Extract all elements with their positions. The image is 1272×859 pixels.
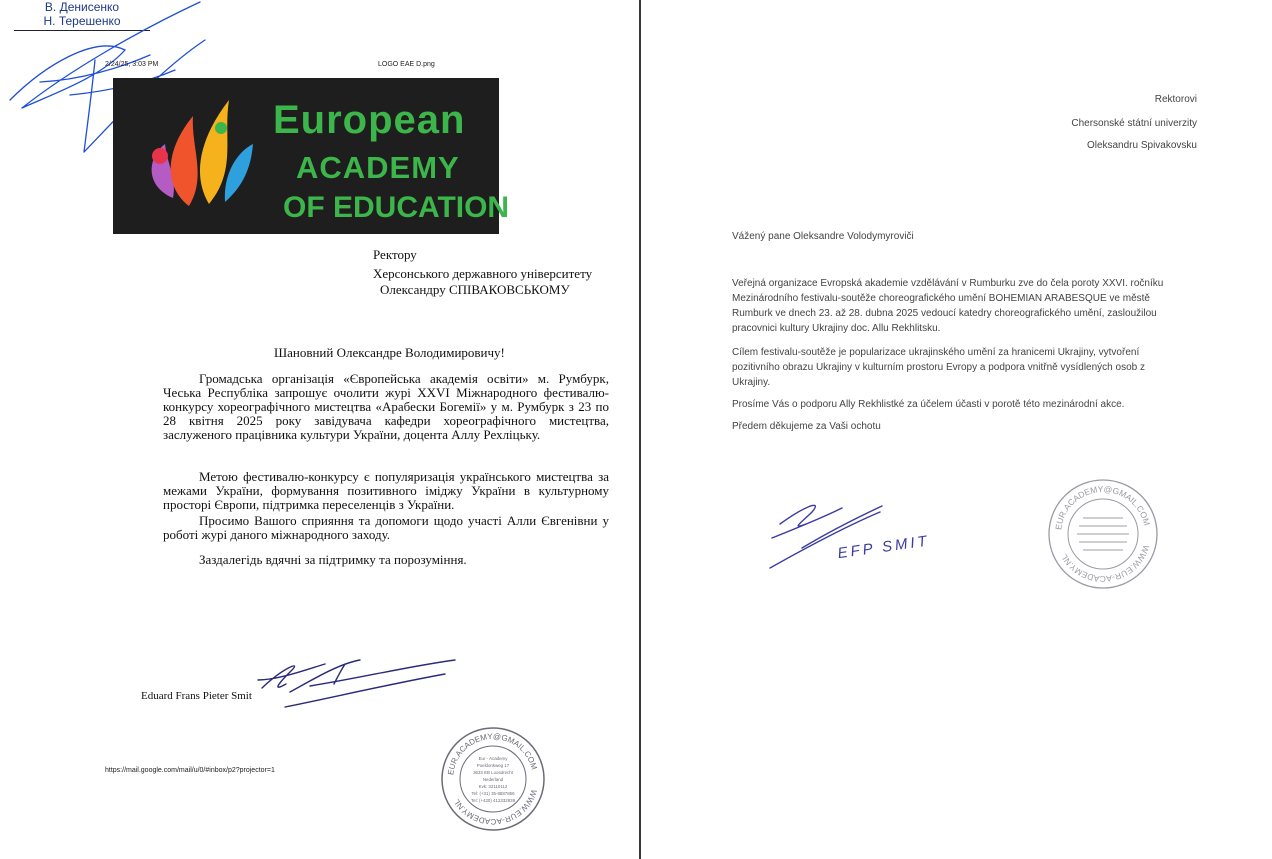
salutation: Шановний Олександре Володимировичу! — [274, 345, 505, 360]
footer-url: https://mail.google.com/mail/u/0/#inbox/p2?projector=1 — [105, 767, 275, 774]
stamp-ring-top-left: EUR.ACADEMY@GMAIL.COM — [446, 731, 539, 776]
logo-word-academy: ACADEMY — [296, 150, 460, 185]
stamp-line: Eur - Academy — [478, 756, 508, 761]
cz-addressee-line-2: Chersonské státní univerzity — [1071, 118, 1197, 129]
page-divider — [639, 0, 641, 859]
signature-efp-smit — [762, 490, 962, 575]
cz-body-paragraph-3: Prosíme Vás o podporu Ally Rekhlistké za účelem účasti v porotě této mezinárodní akce. — [732, 399, 1125, 410]
czech-letter-page — [642, 0, 1272, 859]
stamp-line: Poeldonkweg 17 — [476, 763, 510, 768]
svg-text:EUR.ACADEMY@GMAIL.COM — [1053, 484, 1152, 531]
cz-salutation: Vážený pane Oleksandre Volodymyroviči — [732, 231, 914, 242]
body-paragraph-2: Метою фестивалю-конкурсу є популяризація українського мистецтва за межами України, формування позитивного іміджу України в культурному просторі Європи, підтримка переселенців з України. — [163, 469, 609, 512]
stamp-line: Tel: (+420) 412332838 — [470, 798, 516, 803]
cz-addressee-line-1: Rektorovi — [1154, 94, 1197, 105]
signatory-name: Eduard Frans Pieter Smit — [141, 690, 252, 702]
stamp-line: Nederland — [482, 777, 504, 782]
cz-body-paragraph-2: Cílem festivalu-soutěže je popularizace ukrajinského umění za hranicemi Ukrajiny, vytvoření pozitivního obrazu Ukrajiny v kulturním prostoru Evropy a podpora vnitřně vysídlených osob z Ukrajiny. — [732, 347, 1145, 388]
european-academy-logo — [113, 78, 510, 234]
addressee-line-3: Олександру СПІВАКОВСЬКОМУ — [380, 282, 570, 297]
print-datetime: 2/24/25, 3:03 PM — [105, 61, 159, 68]
stamp-ring-bottom-left: WWW.EUR-ACADEMY.NL — [452, 788, 539, 827]
signature-text: EFP SMIT — [836, 532, 931, 563]
academy-stamp-right — [1047, 478, 1159, 590]
stamp-ring-top-right: EUR.ACADEMY@GMAIL.COM — [1053, 483, 1153, 531]
logo-word-european: European — [273, 98, 466, 142]
addressee-line-2: Херсонського державного університету — [373, 266, 593, 281]
body-paragraph-3: Просимо Вашого сприяння та допомоги щодо участі Алли Євгенівни у роботі журі даного міжнародного заходу. — [163, 513, 609, 542]
resolution-name-2: Н. Терешенко — [43, 14, 121, 28]
body-paragraph-1: Громадська організація «Європейська академія освіти» м. Румбурк, Чеська Республіка запрошує очолити журі XXVI Міжнародного фестивалю-конкурсу хореографічного мистецтва «Арабески Богемії» у м. Румбурк з 23 по 28 квітня 2025 року завідувача кафедри хореографічного мистецтва, заслуженого працівника культури України, доцента Аллу Рехліцьку. — [163, 371, 609, 442]
cz-body-paragraph-4: Předem děkujeme za Vaši ochotu — [732, 421, 881, 432]
signature-eduard-smit — [250, 650, 460, 715]
print-filename: LOGO EAE D.png — [378, 61, 435, 68]
addressee-line-1: Ректору — [373, 247, 417, 262]
body-paragraph-4: Заздалегідь вдячні за підтримку та порозуміння. — [199, 552, 467, 567]
academy-stamp-left — [440, 726, 546, 832]
cz-body-paragraph-1: Veřejná organizace Evropská akademie vzdělávání v Rumburku zve do čela poroty XXVI. ročníku Mezinárodního festivalu-soutěže choreografického umění BOHEMIAN ARABESQUE ve městě Rumburk ve dnech 23. až 28. dubna 2025 vedoucí katedry choreografického umění, zasloužilou pracovnici kultury Ukrajiny doc. Allu Rekhlitsku. — [732, 278, 1164, 334]
resolution-name-1: В. Денисенко — [44, 0, 120, 14]
cz-addressee-line-3: Oleksandru Spivakovsku — [1086, 140, 1197, 151]
stamp-line: Tel: (+31) 35-8887856 — [471, 791, 515, 796]
stamp-line: Kvk: 32110112 — [478, 784, 508, 789]
stamp-ring-bottom-right: WWW.EUR-ACADEMY.NL — [1058, 543, 1152, 585]
flame-icon — [113, 78, 273, 234]
stamp-line: 3633 EB Loosdrecht — [473, 770, 513, 775]
logo-word-of-education: OF EDUCATION — [283, 191, 510, 224]
